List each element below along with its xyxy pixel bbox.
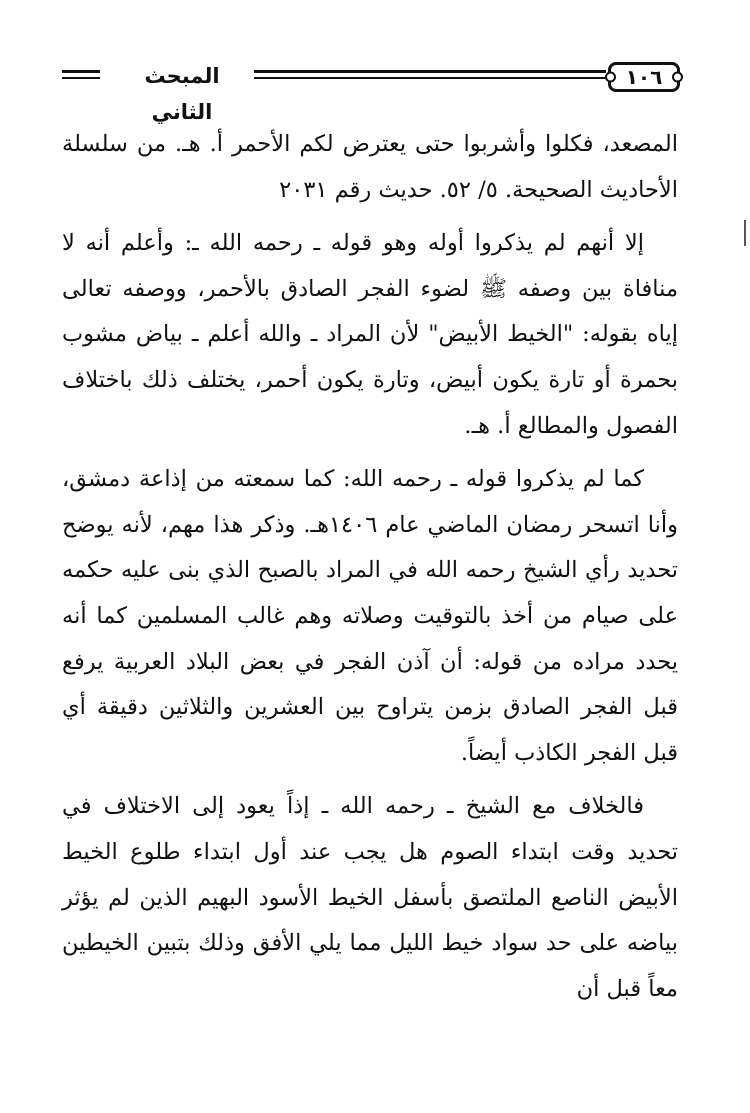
header-rule-main-top — [254, 70, 606, 73]
chapter-title: المبحث الثاني — [144, 64, 220, 124]
page-number-box — [608, 62, 680, 92]
header-rule-left-top — [62, 70, 100, 73]
header-rule-left-bottom — [62, 77, 100, 79]
paragraph-4: فالخلاف مع الشيخ ـ رحمه الله ـ إذاً يعود إلى الاختلاف في تحديد وقت ابتداء الصوم هل يجب عند أول ابتداء طلوع الخيط الأبيض الناصع الملتصق بأسفل الخيط الأسود البهيم الذين لم يؤثر بياضه على حد سواد خيط الليل مما يلي الأفق وذلك بتبين الخيطين معاً قبل أن — [62, 793, 678, 1002]
paragraph-3: كما لم يذكروا قوله ـ رحمه الله: كما سمعته من إذاعة دمشق، وأنا اتسحر رمضان الماضي عام ١٤٠٦هـ. وذكر هذا مهم، لأنه يوضح تحديد رأي الشيخ رحمه الله في المراد بالصبح الذي بنى عليه حكمه على صيام من أخذ بالتوقيت وصلاته وهم غالب المسلمين كما أنه يحدد مراده من قوله: أن آذن الفجر في بعض البلاد العربية يرفع قبل الفجر الصادق بزمن يتراوح بين العشرين والثلاثين دقيقة أي قبل الفجر الكاذب أيضاً. — [62, 466, 678, 766]
page-body — [62, 122, 678, 1020]
page-header — [62, 58, 680, 124]
header-rule-main-bottom — [254, 77, 606, 79]
page-number: ١٠٦ — [625, 65, 663, 89]
paragraph-2: إلا أنهم لم يذكروا أوله وهو قوله ـ رحمه الله ـ: وأعلم أنه لا منافاة بين وصفه ﷺ لضوء الفجر الصادق بالأحمر، ووصفه تعالى إياه بقوله: "الخيط الأبيض" لأن المراد ـ والله أعلم ـ بياض مشوب بحمرة أو تارة يكون أبيض، وتارة يكون أحمر، يختلف ذلك باختلاف الفصول والمطالع أ. هـ. — [62, 230, 679, 439]
margin-mark — [744, 220, 746, 246]
paragraph-1: المصعد، فكلوا وأشربوا حتى يعترض لكم الأحمر أ. هـ. من سلسلة الأحاديث الصحيحة. ٥/ ٥٢. حديث رقم ٢٠٣١ — [62, 131, 678, 203]
